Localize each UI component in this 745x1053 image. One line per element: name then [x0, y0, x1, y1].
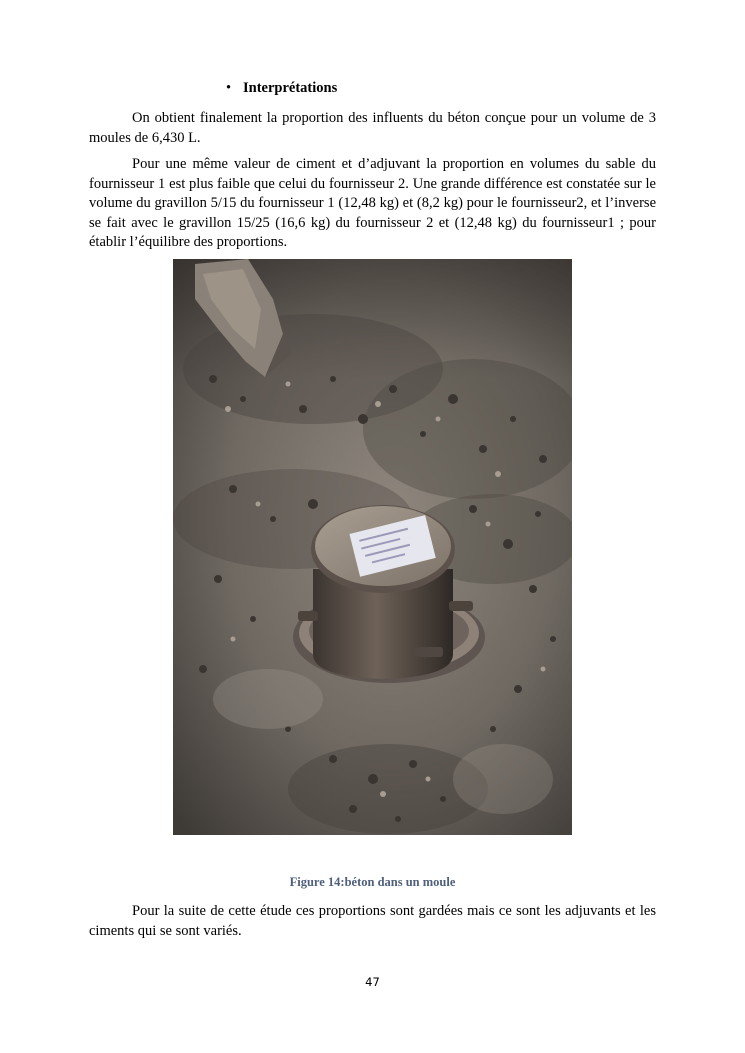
page-number: 47: [365, 975, 380, 989]
bullet-icon: •: [226, 80, 232, 96]
figure-photo-concrete-mould: [173, 259, 572, 835]
heading-text: Interprétations: [243, 80, 338, 96]
paragraph-1: On obtient finalement la proportion des influents du béton conçue pour un volume de 3 moules de 6,430 L.: [89, 110, 656, 146]
paragraph-3: Pour la suite de cette étude ces proportions sont gardées mais ce sont les adjuvants et les ciments qui se sont variés.: [89, 903, 656, 939]
paragraph-2: Pour une même valeur de ciment et d’adjuvant la proportion en volumes du sable du fournisseur 1 est plus faible que celui du fournisseur 2. Une grande différence est constatée sur le volume du gravillon 5/15 du fournisseur 1 (12,48 kg) et (8,2 kg) pour le fournisseur2, et l’inverse se fait avec le gravillon 15/25 (16,6 kg) du fournisseur 2 et (12,48 kg) du fournisseur1 ; pour établir l’équilibre des proportions.: [89, 156, 656, 250]
section-heading: [226, 80, 337, 97]
figure-caption: Figure 14:béton dans un moule: [289, 875, 456, 889]
